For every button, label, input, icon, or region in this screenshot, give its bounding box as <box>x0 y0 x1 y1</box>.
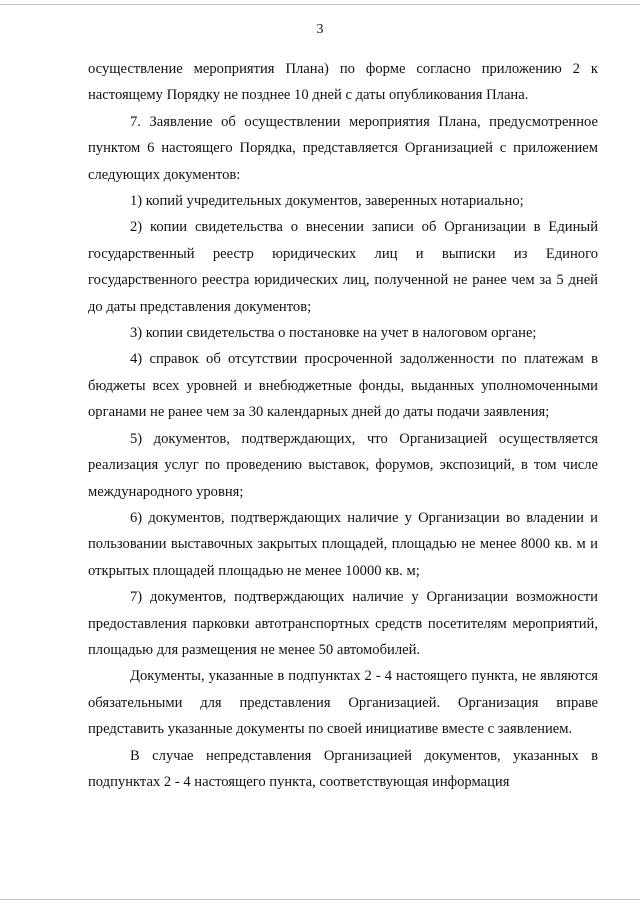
list-item-5: 5) документов, подтверждающих, что Организацией осуществляется реализация услуг по проведению выставок, форумов, экспозиций, в том числе международного уровня; <box>88 430 598 500</box>
list-item-2: 2) копии свидетельства о внесении записи об Организации в Единый государственный реестр юридических лиц и выписки из Единого государственного реестра юридических лиц, полученной не ранее чем за 5 дней до даты представления документов; <box>88 219 598 315</box>
list-item-6: 6) документов, подтверждающих наличие у Организации во владении и пользовании выставочных закрытых площадей, площадью не менее 8000 кв. м и открытых площадей площадью не менее 10000 кв. м; <box>88 509 598 579</box>
paragraph-optional-documents: Документы, указанные в подпунктах 2 - 4 настоящего пункта, не являются обязательными для представления Организацией. Организация вправе представить указанные документы по своей инициативе вместе с заявлением. <box>88 668 598 738</box>
list-item-7: 7) документов, подтверждающих наличие у Организации возможности предоставления парковки автотранспортных средств посетителям мероприятий, площадью для размещения не менее 50 автомобилей. <box>88 589 598 658</box>
list-item-4: 4) справок об отсутствии просроченной задолженности по платежам в бюджеты всех уровней и внебюджетные фонды, выданных уполномоченными органами не ранее чем за 30 календарных дней до даты подачи заявления; <box>88 351 598 421</box>
paragraph-nonsubmission: В случае непредставления Организацией документов, указанных в подпунктах 2 - 4 настоящего пункта, соответствующая информация <box>88 747 598 790</box>
scan-edge-bottom <box>0 899 640 900</box>
scan-edge-top <box>0 4 640 5</box>
paragraph-continuation: осуществление мероприятия Плана) по форме согласно приложению 2 к настоящему Порядку не позднее 10 дней с даты опубликования Плана. <box>88 61 598 104</box>
document-body <box>88 56 598 795</box>
page-number: 3 <box>316 22 324 37</box>
list-item-1: 1) копий учредительных документов, заверенных нотариально; <box>130 193 524 210</box>
paragraph-item-7: 7. Заявление об осуществлении мероприятия Плана, предусмотренное пунктом 6 настоящего Порядка, представляется Организацией с приложением следующих документов: <box>88 113 598 183</box>
list-item-3: 3) копии свидетельства о постановке на учет в налоговом органе; <box>130 325 537 342</box>
